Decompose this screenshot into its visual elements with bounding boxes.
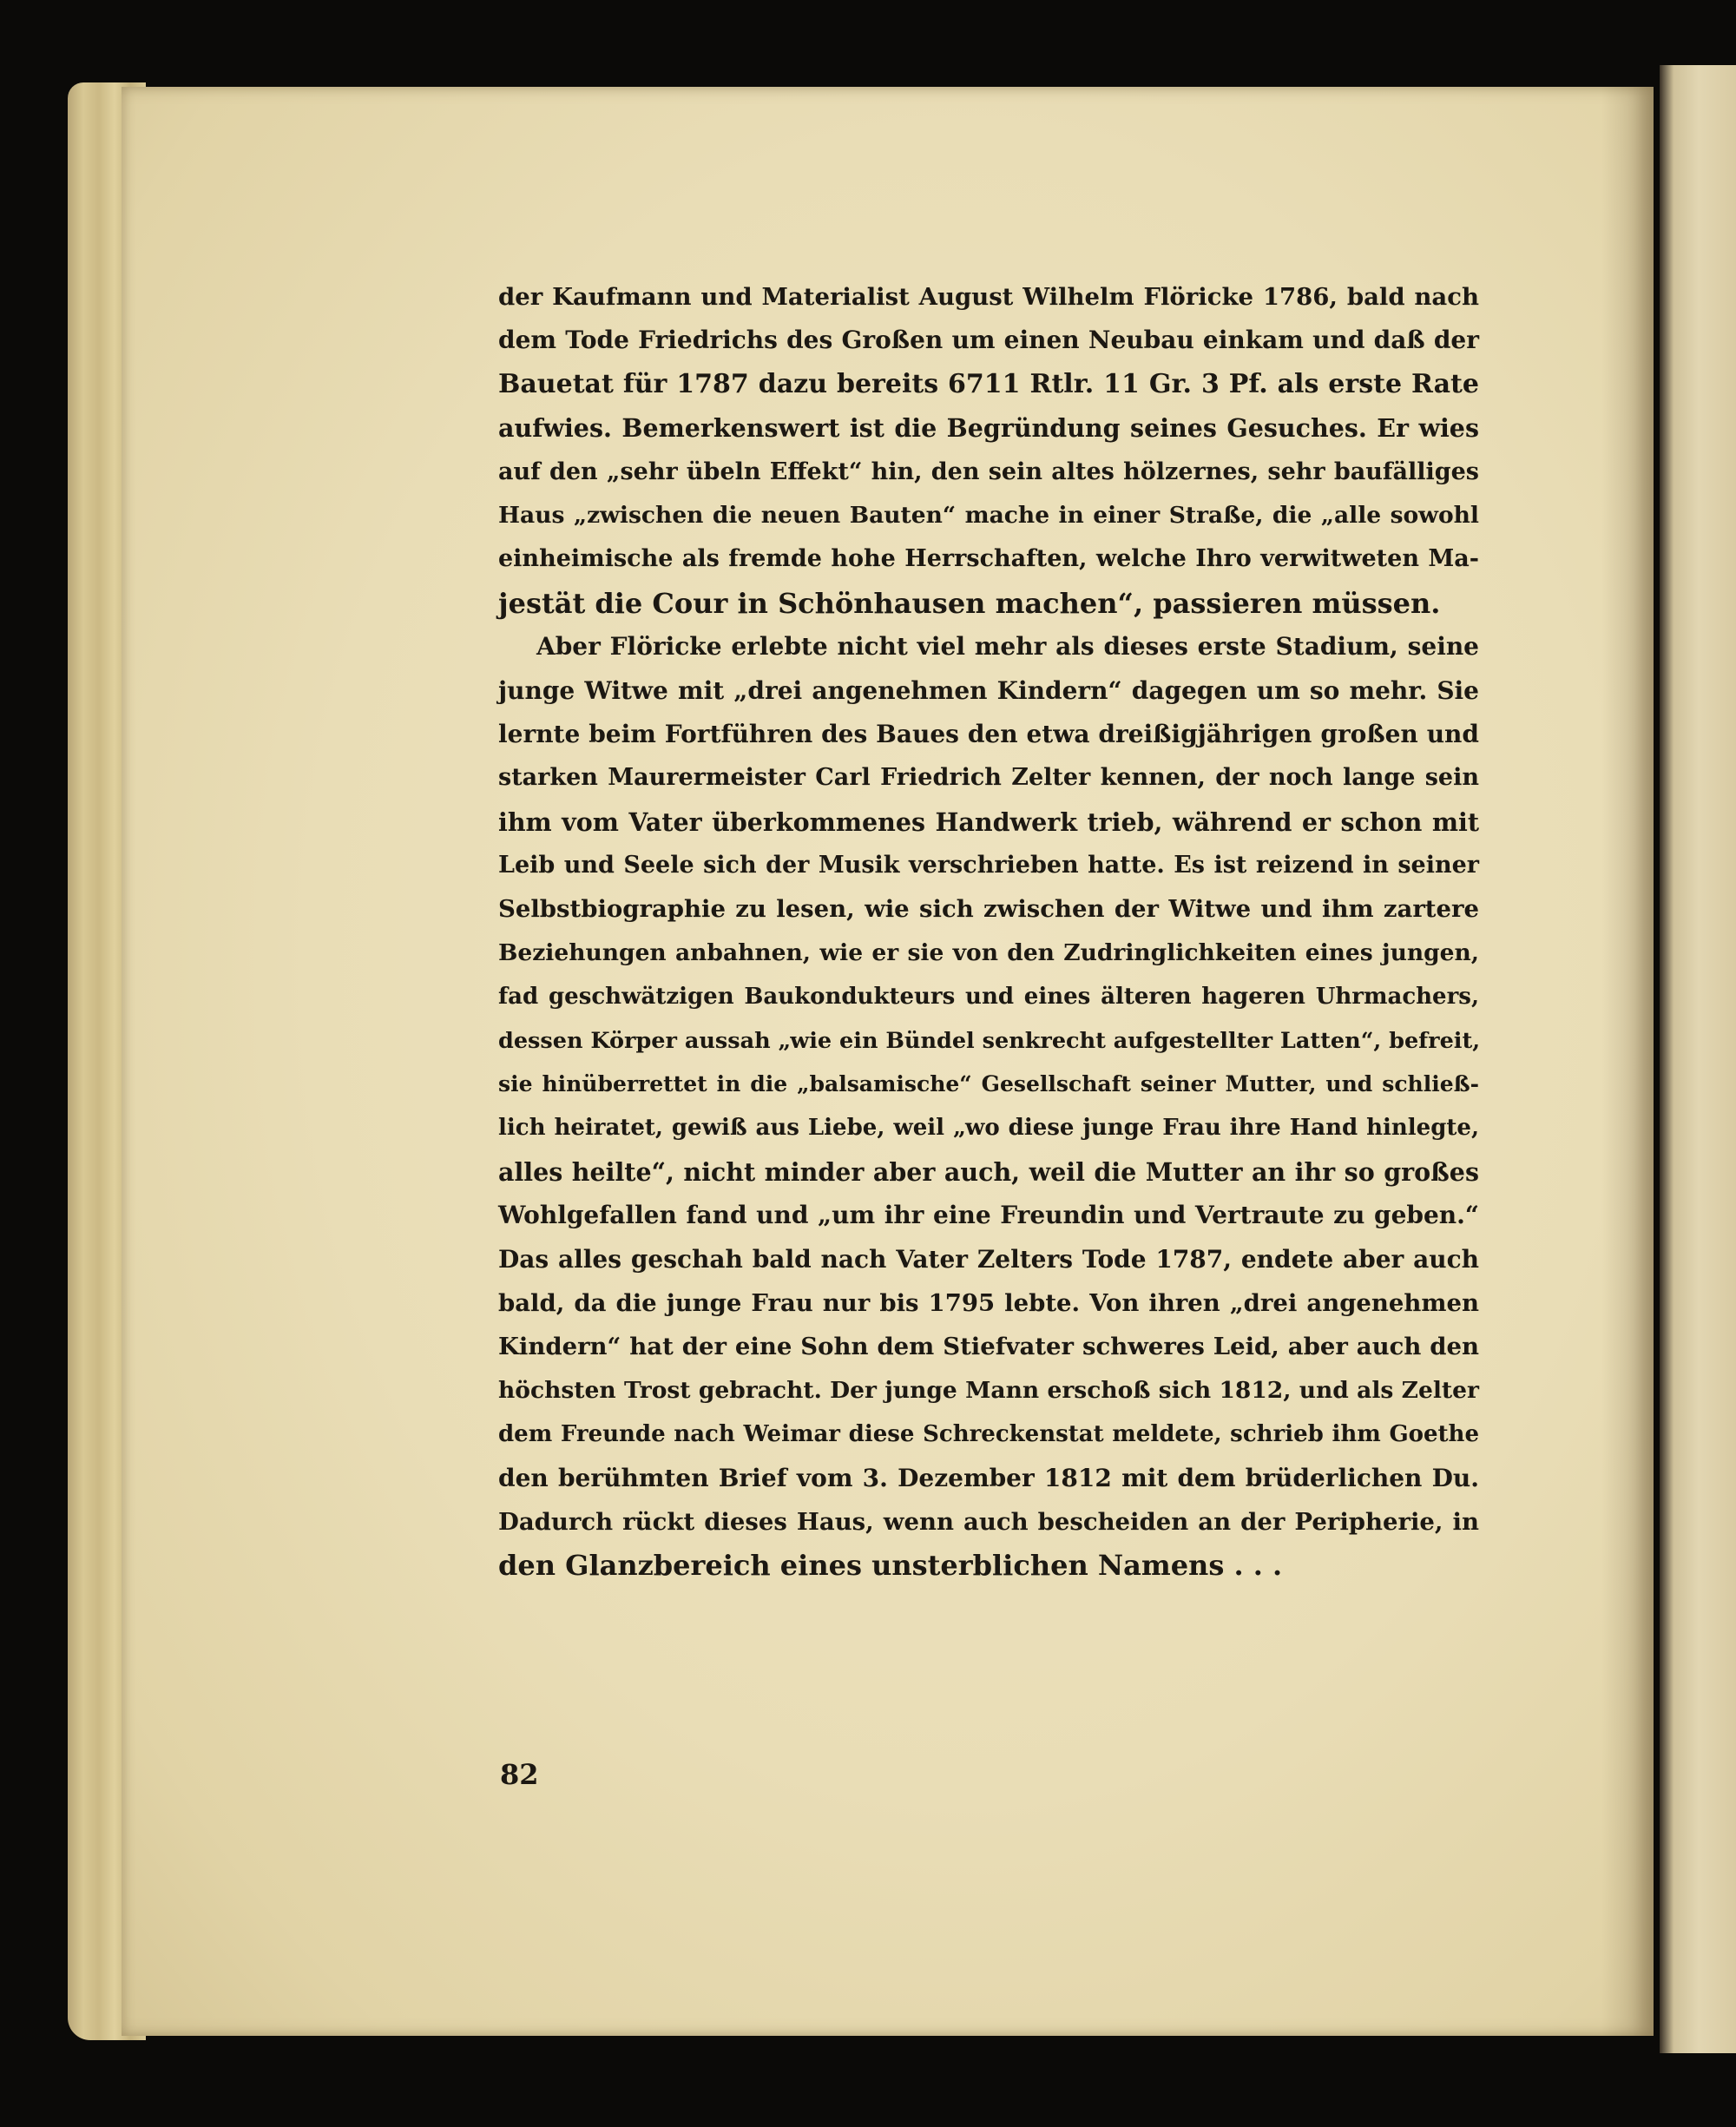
text-line: aufwies. Bemerkenswert ist die Begründung seines Gesuches. Er wies — [498, 413, 1479, 444]
text-line: Wohlgefallen fand und „um ihr eine Freundin und Vertraute zu geben.“ — [498, 1201, 1479, 1230]
body-text — [498, 275, 1479, 1588]
text-line: Selbstbiographie zu lesen, wie sich zwischen der Witwe und ihm zartere — [498, 895, 1479, 924]
text-line: bald, da die junge Frau nur bis 1795 lebte. Von ihren „drei angenehmen — [498, 1288, 1479, 1317]
text-line: dessen Körper aussah „wie ein Bündel senkrecht aufgestellter Latten“, befreit, — [498, 1027, 1481, 1054]
text-line: sie hinüberrettet in die „balsamische“ Gesellschaft seiner Mutter, und schließ- — [498, 1071, 1479, 1097]
text-line: höchsten Trost gebracht. Der junge Mann erschoß sich 1812, und als Zelter — [498, 1376, 1479, 1404]
text-line: starken Maurermeister Carl Friedrich Zelter kennen, der noch lange sein — [498, 764, 1479, 792]
text-line: Beziehungen anbahnen, wie er sie von den Zudringlichkeiten eines jungen, — [498, 938, 1479, 966]
text-line: Dadurch rückt dieses Haus, wenn auch bescheiden an der Peripherie, in — [498, 1507, 1479, 1536]
text-line: Bauetat für 1787 dazu bereits 6711 Rtlr. 11 Gr. 3 Pf. als erste Rate — [498, 368, 1479, 399]
text-line: den berühmten Brief vom 3. Dezember 1812 mit dem brüderlichen Du. — [498, 1463, 1479, 1492]
facing-page-edge — [1660, 65, 1736, 2053]
text-line: den Glanzbereich eines unsterblichen Namens . . . — [498, 1549, 1283, 1583]
spine-shadow — [1601, 87, 1654, 2036]
text-line: einheimische als fremde hohe Herrschaften, welche Ihro verwitweten Ma- — [498, 545, 1479, 573]
text-line: junge Witwe mit „drei angenehmen Kindern“ dagegen um so mehr. Sie — [498, 675, 1479, 705]
text-line: ihm vom Vater überkommenes Handwerk trieb, während er schon mit — [498, 807, 1479, 837]
paragraph-1 — [498, 275, 1479, 625]
text-line: Leib und Seele sich der Musik verschrieben hatte. Es ist reizend in seiner — [498, 852, 1479, 879]
text-line: der Kaufmann und Materialist August Wilhelm Flöricke 1786, bald nach — [498, 283, 1479, 311]
text-line: alles heilte“, nicht minder aber auch, weil die Mutter an ihr so großes — [498, 1156, 1479, 1187]
text-line: fad geschwätzigen Baukondukteurs und eines älteren hageren Uhrmachers, — [498, 984, 1479, 1011]
text-line: Haus „zwischen die neuen Bauten“ mache in einer Straße, die „alle sowohl — [498, 501, 1479, 529]
text-line: lernte beim Fortführen des Baues den etwa dreißigjährigen großen und — [498, 719, 1479, 748]
text-line: dem Tode Friedrichs des Großen um einen Neubau einkam und daß der — [498, 326, 1479, 355]
text-line: lich heiratet, gewiß aus Liebe, weil „wo diese junge Frau ihre Hand hinlegte, — [498, 1115, 1479, 1142]
text-line: jestät die Cour in Schönhausen machen“, passieren müssen. — [498, 586, 1441, 620]
text-line: auf den „sehr übeln Effekt“ hin, den sein altes hölzernes, sehr baufälliges — [498, 458, 1479, 485]
page-number: 82 — [500, 1758, 539, 1791]
text-line: Kindern“ hat der eine Sohn dem Stiefvater schweres Leid, aber auch den — [498, 1333, 1479, 1361]
text-line: Aber Flöricke erlebte nicht viel mehr als dieses erste Stadium, seine — [536, 632, 1479, 662]
paragraph-2 — [498, 625, 1479, 1588]
text-line: dem Freunde nach Weimar diese Schreckenstat meldete, schrieb ihm Goethe — [498, 1421, 1479, 1448]
text-line: Das alles geschah bald nach Vater Zelters Tode 1787, endete aber auch — [498, 1244, 1479, 1274]
